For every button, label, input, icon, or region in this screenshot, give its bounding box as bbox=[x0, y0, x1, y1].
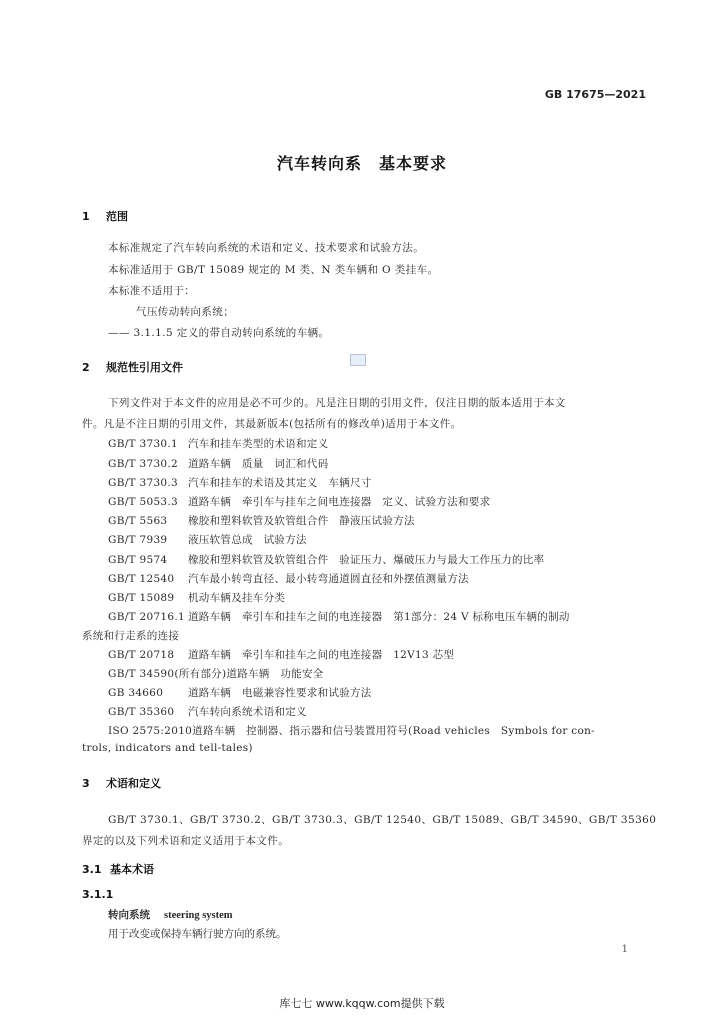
section-title: 术语和定义 bbox=[106, 777, 161, 790]
reference-item bbox=[108, 609, 570, 624]
reference-item bbox=[108, 436, 328, 451]
reference-title: 橡胶和塑料软管及软管组合件 验证压力、爆破压力与最大工作压力的比率 bbox=[188, 554, 545, 566]
reference-item bbox=[108, 513, 415, 528]
reference-title: 汽车和挂车类型的术语和定义 bbox=[188, 438, 329, 450]
reference-title: 道路车辆 质量 词汇和代码 bbox=[188, 458, 329, 470]
reference-title: 道路车辆 电磁兼容性要求和试验方法 bbox=[188, 687, 372, 699]
document-title: 汽车转向系 基本要求 bbox=[276, 154, 447, 173]
reference-code: ISO 2575:2010 bbox=[108, 725, 193, 737]
reference-item bbox=[108, 647, 454, 662]
reference-code: GB/T 3730.2 bbox=[108, 458, 179, 470]
terms-intro-line: 界定的以及下列术语和定义适用于本文件。 bbox=[82, 835, 290, 847]
reference-continuation bbox=[82, 628, 179, 643]
reference-title: 汽车最小转弯直径、最小转弯通道圆直径和外摆值测量方法 bbox=[188, 573, 469, 585]
section-number: 2 bbox=[82, 361, 90, 374]
subsection-number: 3.1 bbox=[82, 863, 102, 876]
terms-intro-line: GB/T 3730.1、GB/T 3730.2、GB/T 3730.3、GB/T 12540、GB/T 15089、GB/T 34590、GB/T 35360 bbox=[108, 814, 657, 826]
reference-code: GB/T 34590(所有部分) bbox=[108, 668, 227, 680]
reference-continuation bbox=[82, 742, 253, 754]
reference-item bbox=[108, 475, 372, 490]
reference-title: 道路车辆 牵引车和挂车之间的电连接器 12V13 芯型 bbox=[188, 649, 455, 661]
section-title: 规范性引用文件 bbox=[106, 361, 183, 374]
section-number: 1 bbox=[82, 210, 90, 223]
reference-title: 汽车转向系统术语和定义 bbox=[188, 706, 307, 718]
reference-title: 道路车辆 牵引车与挂车之间电连接器 定义、试验方法和要求 bbox=[188, 496, 491, 508]
reference-code: GB/T 3730.1 bbox=[108, 438, 179, 450]
references-intro-line: 下列文件对于本文件的应用是必不可少的。凡是注日期的引用文件，仅注日期的版本适用于本文 bbox=[108, 397, 566, 409]
scope-line: 本标准适用于 GB/T 15089 规定的 M 类、N 类车辆和 O 类挂车。 bbox=[108, 264, 439, 276]
section-1-heading bbox=[82, 208, 128, 224]
reference-item bbox=[108, 666, 324, 681]
term-heading bbox=[108, 907, 233, 922]
reference-code: GB/T 35360 bbox=[108, 706, 175, 718]
term-chinese: 转向系统 bbox=[108, 909, 150, 921]
reference-item bbox=[108, 590, 285, 605]
reference-code: GB 34660 bbox=[108, 687, 164, 699]
term-number: 3.1.1 bbox=[82, 888, 114, 901]
scope-line: 气压传动转向系统； bbox=[136, 306, 235, 318]
term-english: steering system bbox=[164, 910, 233, 921]
subsection-title: 基本术语 bbox=[110, 863, 154, 876]
reference-code: GB/T 15089 bbox=[108, 592, 175, 604]
reference-code: GB/T 12540 bbox=[108, 573, 175, 585]
reference-item bbox=[108, 571, 469, 586]
reference-title: 道路车辆 牵引车和挂车之间的电连接器 第1部分：24 V 标称电压车辆的制动 bbox=[188, 611, 570, 623]
stamp-mark bbox=[350, 354, 366, 366]
reference-title: 液压软管总成 试验方法 bbox=[188, 534, 307, 546]
reference-code: GB/T 20718 bbox=[108, 649, 175, 661]
reference-code: GB/T 9574 bbox=[108, 554, 168, 566]
page-number: 1 bbox=[621, 944, 628, 955]
scope-line: 本标准不适用于： bbox=[108, 285, 196, 297]
reference-item bbox=[108, 552, 544, 567]
reference-code: GB/T 7939 bbox=[108, 534, 168, 546]
section-title: 范围 bbox=[106, 210, 128, 223]
standard-code: GB 17675—2021 bbox=[544, 88, 646, 101]
section-2-heading bbox=[82, 359, 183, 375]
reference-title: trols, indicators and tell-tales) bbox=[82, 742, 253, 754]
reference-code: GB/T 3730.3 bbox=[108, 477, 179, 489]
reference-code: GB/T 5053.3 bbox=[108, 496, 179, 508]
reference-item bbox=[108, 685, 372, 700]
scope-line: —— 3.1.1.5 定义的带自动转向系统的车辆。 bbox=[108, 327, 330, 339]
reference-title: 系统和行走系的连接 bbox=[82, 630, 180, 642]
reference-item bbox=[108, 704, 307, 719]
subsection-3-1-heading bbox=[82, 861, 154, 877]
reference-title: 道路车辆 功能安全 bbox=[226, 668, 324, 680]
reference-code: GB/T 20716.1 bbox=[108, 611, 186, 623]
reference-item bbox=[108, 723, 595, 738]
reference-item bbox=[108, 456, 328, 471]
download-watermark: 库七七 www.kqqw.com提供下载 bbox=[279, 997, 445, 1010]
reference-title: 道路车辆 控制器、指示器和信号装置用符号(Road vehicles Symbols for con- bbox=[192, 725, 596, 737]
term-definition: 用于改变或保持车辆行驶方向的系统。 bbox=[108, 928, 287, 940]
reference-title: 机动车辆及挂车分类 bbox=[188, 592, 286, 604]
reference-title: 橡胶和塑料软管及软管组合件 静液压试验方法 bbox=[188, 515, 415, 527]
reference-title: 汽车和挂车的术语及其定义 车辆尺寸 bbox=[188, 477, 372, 489]
reference-code: GB/T 5563 bbox=[108, 515, 168, 527]
section-3-heading bbox=[82, 775, 161, 791]
references-intro-line: 件。凡是不注日期的引用文件，其最新版本(包括所有的修改单)适用于本文件。 bbox=[82, 418, 462, 430]
scope-line: 本标准规定了汽车转向系统的术语和定义、技术要求和试验方法。 bbox=[108, 242, 425, 254]
reference-item bbox=[108, 532, 307, 547]
reference-item bbox=[108, 494, 490, 509]
section-number: 3 bbox=[82, 777, 90, 790]
